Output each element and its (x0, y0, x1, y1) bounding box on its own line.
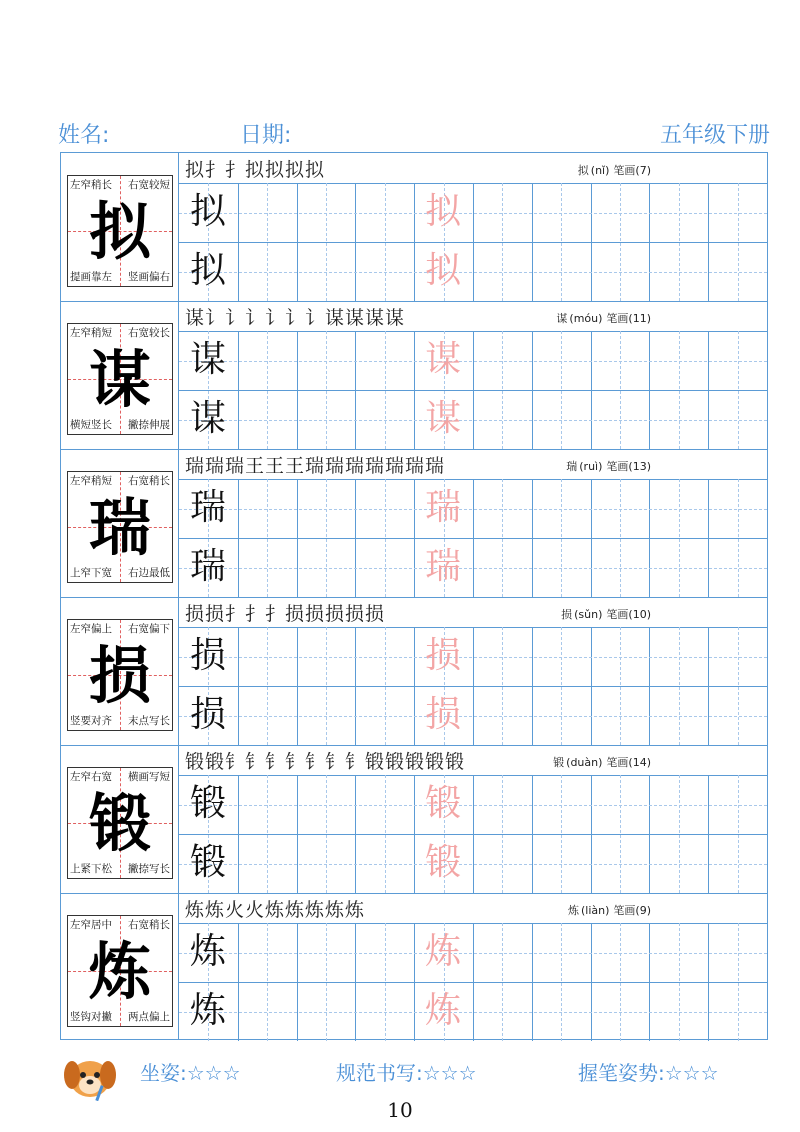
grid-guide-line (738, 183, 739, 301)
model-character: 炼 (88, 935, 151, 1008)
writing-tip: 右宽稍长 (128, 919, 170, 931)
writing-tip: 左窄右宽 (70, 771, 112, 783)
block-divider (61, 745, 767, 746)
model-character-box (67, 915, 173, 1027)
writing-tip: 撇捺伸展 (128, 419, 170, 431)
writing-tip: 右宽稍长 (128, 475, 170, 487)
grid-guide-line (620, 183, 621, 301)
grid-guide-line (179, 953, 767, 954)
stroke-order-row (179, 597, 767, 628)
character-block (61, 597, 767, 745)
grid-guide-line (179, 509, 767, 510)
character-block (61, 745, 767, 893)
grid-guide-line (179, 1012, 767, 1013)
grid-guide-line (502, 775, 503, 893)
sample-character: 炼 (189, 931, 226, 972)
grid-guide-line (326, 923, 327, 1041)
sample-character: 拟 (189, 191, 226, 232)
block-divider (61, 597, 767, 598)
trace-character: 损 (425, 694, 462, 735)
model-character: 损 (88, 639, 151, 712)
writing-tip: 左窄稍短 (70, 327, 112, 339)
grid-guide-line (679, 775, 680, 893)
sample-character: 炼 (189, 990, 226, 1031)
character-info (553, 754, 651, 770)
writing-tip: 左窄稍短 (70, 475, 112, 487)
grid-guide-line (179, 805, 767, 806)
pinyin: (liàn) (580, 904, 610, 917)
trace-character: 拟 (425, 191, 462, 232)
sample-character: 损 (189, 635, 226, 676)
stroke-count: 笔画(14) (606, 756, 651, 769)
grid-guide-line (179, 272, 767, 273)
grid-guide-line (561, 923, 562, 1041)
character-info (561, 606, 651, 622)
info-character: 损 (561, 608, 573, 621)
character-block (61, 153, 767, 301)
trace-character: 锻 (425, 783, 462, 824)
stroke-order-row (179, 745, 767, 776)
grid-guide-line (620, 775, 621, 893)
stroke-count: 笔画(11) (606, 312, 651, 325)
grid-guide-line (267, 627, 268, 745)
grid-guide-line (385, 479, 386, 597)
writing-tip: 右宽较短 (128, 179, 170, 191)
page-number: 10 (387, 1098, 413, 1122)
stroke-count: 笔画(9) (613, 904, 651, 917)
info-character: 锻 (553, 756, 565, 769)
puppy-mascot-icon (58, 1049, 122, 1101)
practice-grid (179, 775, 767, 893)
stroke-order-sequence: 损损扌扌扌损损损损损 (185, 603, 386, 625)
model-character-box (67, 767, 173, 879)
stroke-count: 笔画(7) (613, 164, 651, 177)
grid-guide-line (179, 361, 767, 362)
writing-tip: 竖要对齐 (70, 715, 112, 727)
stroke-order-row (179, 893, 767, 924)
writing-tip: 两点偏上 (128, 1011, 170, 1023)
grid-guide-line (179, 657, 767, 658)
writing-tip: 右边最低 (128, 567, 170, 579)
model-character-box (67, 323, 173, 435)
writing-rating: 规范书写:☆☆☆ (336, 1061, 477, 1085)
character-block (61, 301, 767, 449)
grid-guide-line (502, 183, 503, 301)
pinyin: (móu) (569, 312, 603, 325)
trace-character: 瑞 (425, 487, 462, 528)
footer (0, 1055, 800, 1095)
info-character: 瑞 (566, 460, 578, 473)
character-block (61, 893, 767, 1041)
model-character-box (67, 175, 173, 287)
writing-tip: 横画写短 (128, 771, 170, 783)
grid-guide-line (620, 627, 621, 745)
trace-character: 谋 (425, 398, 462, 439)
grade-label: 五年级下册 (659, 123, 770, 148)
grid-guide-line (620, 923, 621, 1041)
sample-character: 锻 (189, 783, 226, 824)
stroke-order-row (179, 153, 767, 184)
grid-guide-line (385, 775, 386, 893)
grid-guide-line (326, 627, 327, 745)
sample-character: 拟 (189, 250, 226, 291)
practice-sheet (60, 152, 768, 1040)
writing-tip: 右宽较长 (128, 327, 170, 339)
grid-guide-line (179, 420, 767, 421)
character-info (556, 310, 651, 326)
trace-character: 锻 (425, 842, 462, 883)
grid-guide-line (179, 213, 767, 214)
writing-tip: 上紧下松 (70, 863, 112, 875)
writing-tip: 左窄居中 (70, 919, 112, 931)
stroke-order-sequence: 炼炼火火炼炼炼炼炼 (185, 899, 366, 921)
writing-tip: 横短竖长 (70, 419, 112, 431)
grid-guide-line (267, 479, 268, 597)
grid-guide-line (738, 923, 739, 1041)
grid-guide-line (679, 627, 680, 745)
grid-guide-line (561, 183, 562, 301)
grid-guide-line (561, 331, 562, 449)
block-divider (61, 301, 767, 302)
writing-tip: 右宽偏下 (128, 623, 170, 635)
stroke-order-row (179, 449, 767, 480)
grid-guide-line (385, 331, 386, 449)
model-character: 锻 (88, 787, 151, 860)
writing-tip: 提画靠左 (70, 271, 112, 283)
grid-guide-line (502, 923, 503, 1041)
grid-guide-line (679, 923, 680, 1041)
practice-grid (179, 479, 767, 597)
grid-guide-line (620, 479, 621, 597)
grid-guide-line (738, 775, 739, 893)
grid-guide-line (179, 864, 767, 865)
date-label: 日期: (240, 123, 292, 148)
writing-tip: 末点写长 (128, 715, 170, 727)
grid-guide-line (679, 479, 680, 597)
grid-guide-line (502, 331, 503, 449)
info-character: 炼 (567, 904, 579, 917)
grid-guide-line (385, 923, 386, 1041)
info-character: 拟 (577, 164, 589, 177)
grid-guide-line (326, 775, 327, 893)
grid-guide-line (561, 775, 562, 893)
stroke-order-sequence: 拟扌扌拟拟拟拟 (185, 159, 326, 181)
model-character: 瑞 (88, 491, 151, 564)
grid-guide-line (326, 331, 327, 449)
stroke-order-sequence: 锻锻钅钅钅钅钅钅钅锻锻锻锻锻 (185, 751, 466, 773)
grid-guide-line (502, 627, 503, 745)
block-divider (61, 893, 767, 894)
writing-tip: 竖画偏右 (128, 271, 170, 283)
posture-rating: 坐姿:☆☆☆ (140, 1061, 241, 1085)
pinyin: (ruì) (579, 460, 603, 473)
trace-character: 瑞 (425, 546, 462, 587)
sample-character: 瑞 (189, 546, 226, 587)
sample-character: 谋 (189, 339, 226, 380)
stroke-count: 笔画(13) (606, 460, 651, 473)
character-block (61, 449, 767, 597)
sample-character: 谋 (189, 398, 226, 439)
grid-guide-line (502, 479, 503, 597)
pinyin: (duàn) (566, 756, 603, 769)
practice-grid (179, 627, 767, 745)
sample-character: 瑞 (189, 487, 226, 528)
sample-character: 锻 (189, 842, 226, 883)
pinyin: (nǐ) (590, 164, 610, 177)
grid-guide-line (267, 331, 268, 449)
model-character: 拟 (88, 195, 151, 268)
block-divider (61, 449, 767, 450)
grid-guide-line (561, 627, 562, 745)
pinyin: (sǔn) (574, 608, 603, 621)
model-character-box (67, 471, 173, 583)
trace-character: 拟 (425, 250, 462, 291)
grid-guide-line (326, 183, 327, 301)
character-info (568, 902, 651, 918)
writing-tip: 撇捺写长 (128, 863, 170, 875)
grid-guide-line (326, 479, 327, 597)
trace-character: 炼 (425, 990, 462, 1031)
model-character: 谋 (88, 343, 151, 416)
grid-guide-line (738, 331, 739, 449)
grid-guide-line (679, 331, 680, 449)
trace-character: 损 (425, 635, 462, 676)
grid-guide-line (620, 331, 621, 449)
sample-character: 损 (189, 694, 226, 735)
practice-grid (179, 331, 767, 449)
grid-guide-line (385, 627, 386, 745)
practice-grid (179, 183, 767, 301)
stroke-order-sequence: 谋讠讠讠讠讠讠谋谋谋谋 (185, 307, 406, 329)
grid-guide-line (738, 627, 739, 745)
grid-guide-line (267, 183, 268, 301)
grid-guide-line (179, 716, 767, 717)
stroke-order-row (179, 301, 767, 332)
grid-guide-line (385, 183, 386, 301)
practice-grid (179, 923, 767, 1041)
stroke-count: 笔画(10) (606, 608, 651, 621)
stroke-order-sequence: 瑞瑞瑞王王王瑞瑞瑞瑞瑞瑞瑞 (185, 455, 446, 477)
writing-tip: 竖钩对撇 (70, 1011, 112, 1023)
grid-guide-line (179, 568, 767, 569)
grid-guide-line (738, 479, 739, 597)
grid-guide-line (267, 923, 268, 1041)
trace-character: 炼 (425, 931, 462, 972)
writing-tip: 左窄偏上 (70, 623, 112, 635)
character-info (578, 162, 651, 178)
model-character-box (67, 619, 173, 731)
grid-guide-line (679, 183, 680, 301)
trace-character: 谋 (425, 339, 462, 380)
name-label: 姓名: (58, 123, 110, 148)
grip-rating: 握笔姿势:☆☆☆ (578, 1061, 719, 1085)
writing-tip: 左窄稍长 (70, 179, 112, 191)
character-info (566, 458, 651, 474)
writing-tip: 上窄下宽 (70, 567, 112, 579)
grid-guide-line (561, 479, 562, 597)
grid-guide-line (267, 775, 268, 893)
info-character: 谋 (556, 312, 568, 325)
